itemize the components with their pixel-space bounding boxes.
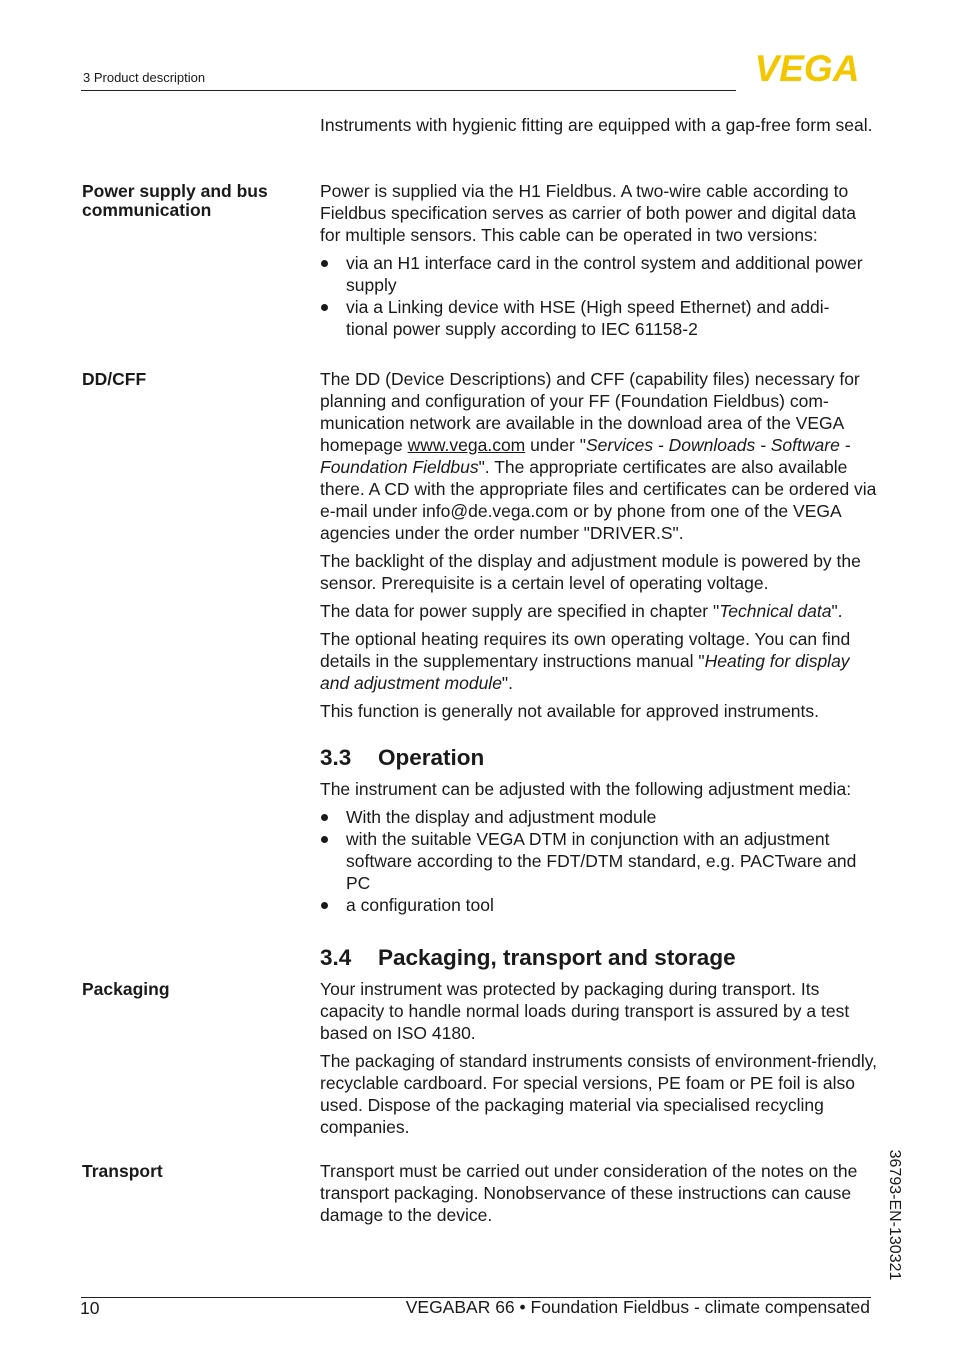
- text-run: The data for power supply are specified in chapter ": [320, 601, 720, 621]
- bullet-line: tional power supply according to IEC 61158-2: [346, 319, 698, 339]
- ddcff-body: [320, 368, 880, 728]
- section-heading-operation: [320, 745, 484, 771]
- power-supply-body: [320, 180, 880, 340]
- text-run: ".: [831, 601, 843, 621]
- list-item: [320, 252, 880, 296]
- list-item: a configuration tool: [320, 894, 880, 916]
- ddcff-paragraph-1: [320, 368, 880, 544]
- section-number: 3.4: [320, 945, 352, 970]
- transport-body: Transport must be carried out under consideration of the notes on the transport packaging. Nonobservance of these instructions can cause damage to the device.: [320, 1161, 858, 1225]
- text-run: ". The appropriate certificates are also available there. A CD with the appropriate files and certificates can be ordered via e-mail under info@de.vega.com or by phone from one of the VEGA agencies under the order number "DRIVER.S".: [320, 457, 877, 543]
- ddcff-paragraph-5: This function is generally not available for approved instruments.: [320, 701, 820, 721]
- packaging-paragraph-2: The packaging of standard instruments consists of environment-friendly, recyclable cardboard. For special versions, PE foam or PE foil is also used. Dispose of the packaging material via specialised recycling companies.: [320, 1051, 878, 1137]
- bullet-line: via an H1 interface card in the control system and additional power: [346, 253, 863, 273]
- vega-website-link[interactable]: www.vega.com: [407, 435, 526, 455]
- text-run: The DD (Device Descriptions) and CFF (capability files) necessary for planning and configuration of your FF (Foundation Fieldbus) com-munication network are available in the download area of the VEGA homepage: [320, 369, 860, 455]
- manual-reference: Heating for display and adjustment module: [320, 651, 850, 693]
- bullet-line: via a Linking device with HSE (High speed Ethernet) and addi-: [346, 297, 830, 317]
- section-title: Operation: [378, 745, 485, 770]
- power-supply-bullets: [320, 252, 880, 340]
- packaging-body: [320, 978, 880, 1144]
- operation-body: [320, 778, 880, 916]
- text-run: ".: [501, 673, 513, 693]
- power-supply-label-line1: Power supply and bus: [82, 181, 268, 201]
- intro-paragraph: Instruments with hygienic fitting are equipped with a gap-free form seal.: [320, 115, 873, 135]
- bullet-line: supply: [346, 275, 397, 295]
- header-rule: [81, 90, 736, 91]
- section-number: 3.3: [320, 745, 352, 770]
- list-item: [320, 296, 880, 340]
- text-run: under ": [525, 435, 586, 455]
- footer-document-title: VEGABAR 66 • Foundation Fieldbus - climate compensated: [405, 1297, 870, 1317]
- chapter-reference: Technical data: [719, 601, 832, 621]
- power-supply-label-line2: communication: [82, 200, 212, 220]
- ddcff-paragraph-4: [320, 628, 880, 694]
- list-item: With the display and adjustment module: [320, 806, 880, 828]
- running-header: 3 Product description: [83, 70, 206, 85]
- ddcff-paragraph-2: The backlight of the display and adjustment module is powered by the sensor. Prerequisite is a certain level of operating voltage.: [320, 551, 861, 593]
- packaging-label: Packaging: [82, 979, 170, 999]
- section-title: Packaging, transport and storage: [378, 945, 736, 970]
- list-item: with the suitable VEGA DTM in conjunction with an adjustment software according to the FDT/DTM standard, e.g. PACTware and PC: [320, 828, 880, 894]
- transport-label: Transport: [82, 1161, 163, 1181]
- packaging-paragraph-1: Your instrument was protected by packaging during transport. Its capacity to handle normal loads during transport is assured by a test based on ISO 4180.: [320, 979, 850, 1043]
- page-number: 10: [80, 1298, 100, 1318]
- ddcff-paragraph-3: [320, 600, 880, 622]
- logo-text: VEGA: [754, 52, 860, 84]
- download-path-text: Services - Downloads - Software - Foundation Fieldbus: [320, 435, 851, 477]
- vega-logo: [742, 52, 872, 84]
- operation-bullets: [320, 806, 880, 916]
- operation-intro: The instrument can be adjusted with the following adjustment media:: [320, 779, 852, 799]
- power-supply-label: [82, 182, 302, 220]
- document-number: 36793-EN-130321: [886, 1149, 903, 1281]
- text-run: The optional heating requires its own operating voltage. You can find details in the supplementary instructions manual ": [320, 629, 851, 671]
- power-supply-text: Power is supplied via the H1 Fieldbus. A two-wire cable according to Fieldbus specification serves as carrier of both power and digital data for multiple sensors. This cable can be operated in two versions:: [320, 181, 856, 245]
- section-heading-packaging: [320, 945, 736, 971]
- ddcff-label: DD/CFF: [82, 369, 147, 389]
